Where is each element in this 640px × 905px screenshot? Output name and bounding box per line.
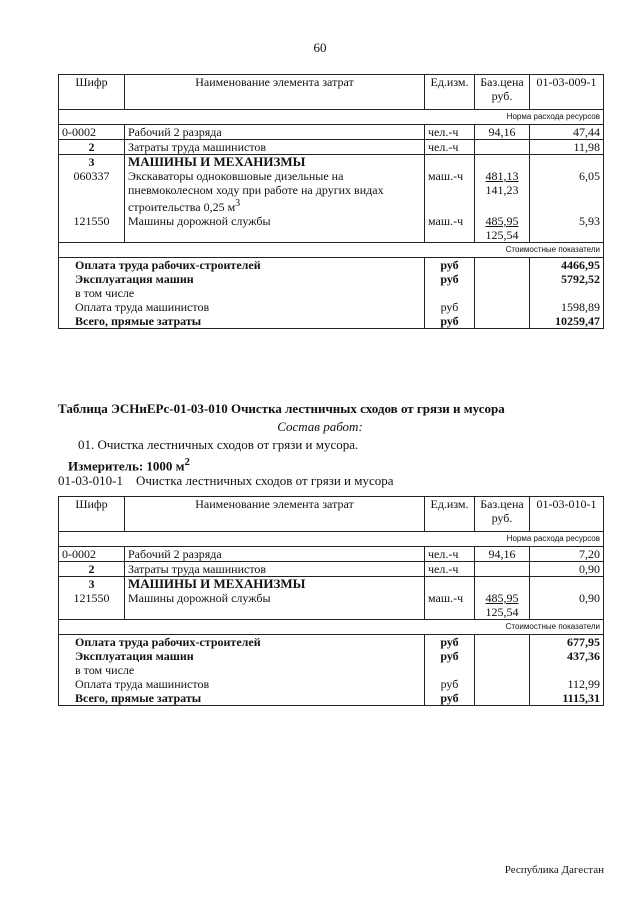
- header-code: Шифр: [59, 497, 125, 532]
- norm-code: 01-03-010-1: [530, 497, 604, 532]
- row-price: [475, 169, 530, 214]
- table-row: [59, 140, 604, 155]
- row-value: 0,90: [530, 591, 604, 620]
- table-row: [59, 214, 604, 243]
- section-title: МАШИНЫ И МЕХАНИЗМЫ: [125, 155, 425, 170]
- header-price-line2: руб.: [491, 511, 513, 525]
- section-row: [59, 155, 604, 170]
- norm-separator: Норма расхода ресурсов: [59, 110, 604, 125]
- row-name-line2: пневмоколесном ходу при работе на других видах: [128, 183, 384, 197]
- row-value: 5,93: [530, 214, 604, 243]
- work-composition-heading: Состав работ:: [277, 419, 363, 434]
- header-price-line2: руб.: [491, 89, 513, 103]
- row-code: 121550: [59, 214, 125, 243]
- total-label: Оплата труда машинистов: [59, 300, 425, 314]
- header-price-line1: Баз.цена: [480, 75, 524, 89]
- total-unit: руб: [425, 635, 475, 650]
- row-unit: маш.-ч: [425, 591, 475, 620]
- incl-label: в том числе: [59, 286, 425, 300]
- measure-text: Измеритель: 1000 м: [68, 458, 185, 474]
- row-name: Машины дорожной службы: [125, 214, 425, 243]
- work-item: 01. Очистка лестничных сходов от грязи и мусора.: [78, 437, 359, 452]
- row-price-bottom: 125,54: [485, 228, 519, 242]
- norm-code: 01-03-009-1: [530, 75, 604, 110]
- header-price: [475, 497, 530, 532]
- total-value: 1598,89: [530, 300, 604, 314]
- total-value: 677,95: [530, 635, 604, 650]
- section-title: МАШИНЫ И МЕХАНИЗМЫ: [125, 577, 425, 592]
- row-name: Рабочий 2 разряда: [125, 547, 425, 562]
- row-code: 060337: [59, 169, 125, 214]
- total-label: Всего, прямые затраты: [59, 691, 425, 706]
- total-value: 112,99: [530, 677, 604, 691]
- measure: [68, 456, 190, 474]
- row-name: Рабочий 2 разряда: [125, 125, 425, 140]
- incl-label: в том числе: [59, 663, 425, 677]
- total-row: [59, 314, 604, 329]
- section-row: [59, 577, 604, 592]
- row-value: 47,44: [530, 125, 604, 140]
- total-unit: руб: [425, 258, 475, 273]
- incl-row: [59, 663, 604, 677]
- header-unit: Ед.изм.: [425, 75, 475, 110]
- row-price: [475, 591, 530, 620]
- incl-row: [59, 286, 604, 300]
- table-row: [59, 591, 604, 620]
- row-value: 0,90: [530, 562, 604, 577]
- row-price: [475, 214, 530, 243]
- table-header-row: [59, 497, 604, 532]
- total-unit: руб: [425, 300, 475, 314]
- total-row: [59, 272, 604, 286]
- total-unit: руб: [425, 314, 475, 329]
- row-unit: чел.-ч: [425, 547, 475, 562]
- total-unit: руб: [425, 272, 475, 286]
- section-code: 3: [59, 577, 125, 592]
- total-unit: руб: [425, 677, 475, 691]
- norm-line: 01-03-010-1 Очистка лестничных сходов от грязи и мусора: [58, 473, 394, 488]
- row-name: Затраты труда машинистов: [125, 562, 425, 577]
- row-price: [475, 140, 530, 155]
- cost-separator: Стоимостные показатели: [59, 620, 604, 635]
- cost-table-1: [58, 74, 604, 329]
- row-price: 94,16: [475, 547, 530, 562]
- header-name: Наименование элемента затрат: [125, 497, 425, 532]
- total-label: Эксплуатация машин: [59, 649, 425, 663]
- row-code: 2: [59, 562, 125, 577]
- row-unit: чел.-ч: [425, 562, 475, 577]
- total-value: 1115,31: [530, 691, 604, 706]
- cost-separator: Стоимостные показатели: [59, 243, 604, 258]
- cost-table-2: [58, 496, 604, 706]
- row-name: Затраты труда машинистов: [125, 140, 425, 155]
- header-price: [475, 75, 530, 110]
- row-value: 6,05: [530, 169, 604, 214]
- row-name-sup: 3: [235, 198, 241, 209]
- header-code: Шифр: [59, 75, 125, 110]
- header-name: Наименование элемента затрат: [125, 75, 425, 110]
- table-row: [59, 547, 604, 562]
- row-price-top: 481,13: [485, 169, 519, 183]
- total-value: 4466,95: [530, 258, 604, 273]
- total-row: [59, 677, 604, 691]
- table-header-row: [59, 75, 604, 110]
- row-price-bottom: 125,54: [485, 605, 519, 619]
- row-name: [125, 169, 425, 214]
- table-title: Таблица ЭСНиЕРс-01-03-010 Очистка лестничных сходов от грязи и мусора: [58, 401, 505, 416]
- total-value: 10259,47: [530, 314, 604, 329]
- row-value: 11,98: [530, 140, 604, 155]
- row-price: 94,16: [475, 125, 530, 140]
- row-price-top: 485,95: [485, 591, 519, 605]
- row-name-line1: Экскаваторы одноковшовые дизельные на: [128, 169, 344, 183]
- section-code: 3: [59, 155, 125, 170]
- row-price-top: 485,95: [485, 214, 519, 228]
- row-code: 121550: [59, 591, 125, 620]
- total-row: [59, 691, 604, 706]
- total-unit: руб: [425, 691, 475, 706]
- row-unit: маш.-ч: [425, 169, 475, 214]
- total-row: [59, 300, 604, 314]
- page-number: 60: [313, 40, 327, 55]
- table-row: [59, 562, 604, 577]
- header-price-line1: Баз.цена: [480, 497, 524, 511]
- total-row: [59, 258, 604, 273]
- table-row: [59, 125, 604, 140]
- total-label: Эксплуатация машин: [59, 272, 425, 286]
- row-unit: маш.-ч: [425, 214, 475, 243]
- total-value: 5792,52: [530, 272, 604, 286]
- measure-sup: 2: [184, 456, 190, 468]
- row-price: [475, 562, 530, 577]
- total-row: [59, 635, 604, 650]
- row-code: 0-0002: [59, 125, 125, 140]
- row-name: Машины дорожной службы: [125, 591, 425, 620]
- total-row: [59, 649, 604, 663]
- row-name-line3: строительства 0,25 м: [128, 200, 236, 214]
- row-code: 0-0002: [59, 547, 125, 562]
- total-label: Оплата труда машинистов: [59, 677, 425, 691]
- total-unit: руб: [425, 649, 475, 663]
- row-unit: чел.-ч: [425, 140, 475, 155]
- norm-separator: Норма расхода ресурсов: [59, 532, 604, 547]
- row-code: 2: [59, 140, 125, 155]
- total-label: Оплата труда рабочих-строителей: [59, 635, 425, 650]
- row-unit: чел.-ч: [425, 125, 475, 140]
- total-value: 437,36: [530, 649, 604, 663]
- total-label: Оплата труда рабочих-строителей: [59, 258, 425, 273]
- row-value: 7,20: [530, 547, 604, 562]
- total-label: Всего, прямые затраты: [59, 314, 425, 329]
- header-unit: Ед.изм.: [425, 497, 475, 532]
- table-row: [59, 169, 604, 214]
- row-price-bottom: 141,23: [485, 183, 519, 197]
- footer-region: Республика Дагестан: [504, 864, 604, 876]
